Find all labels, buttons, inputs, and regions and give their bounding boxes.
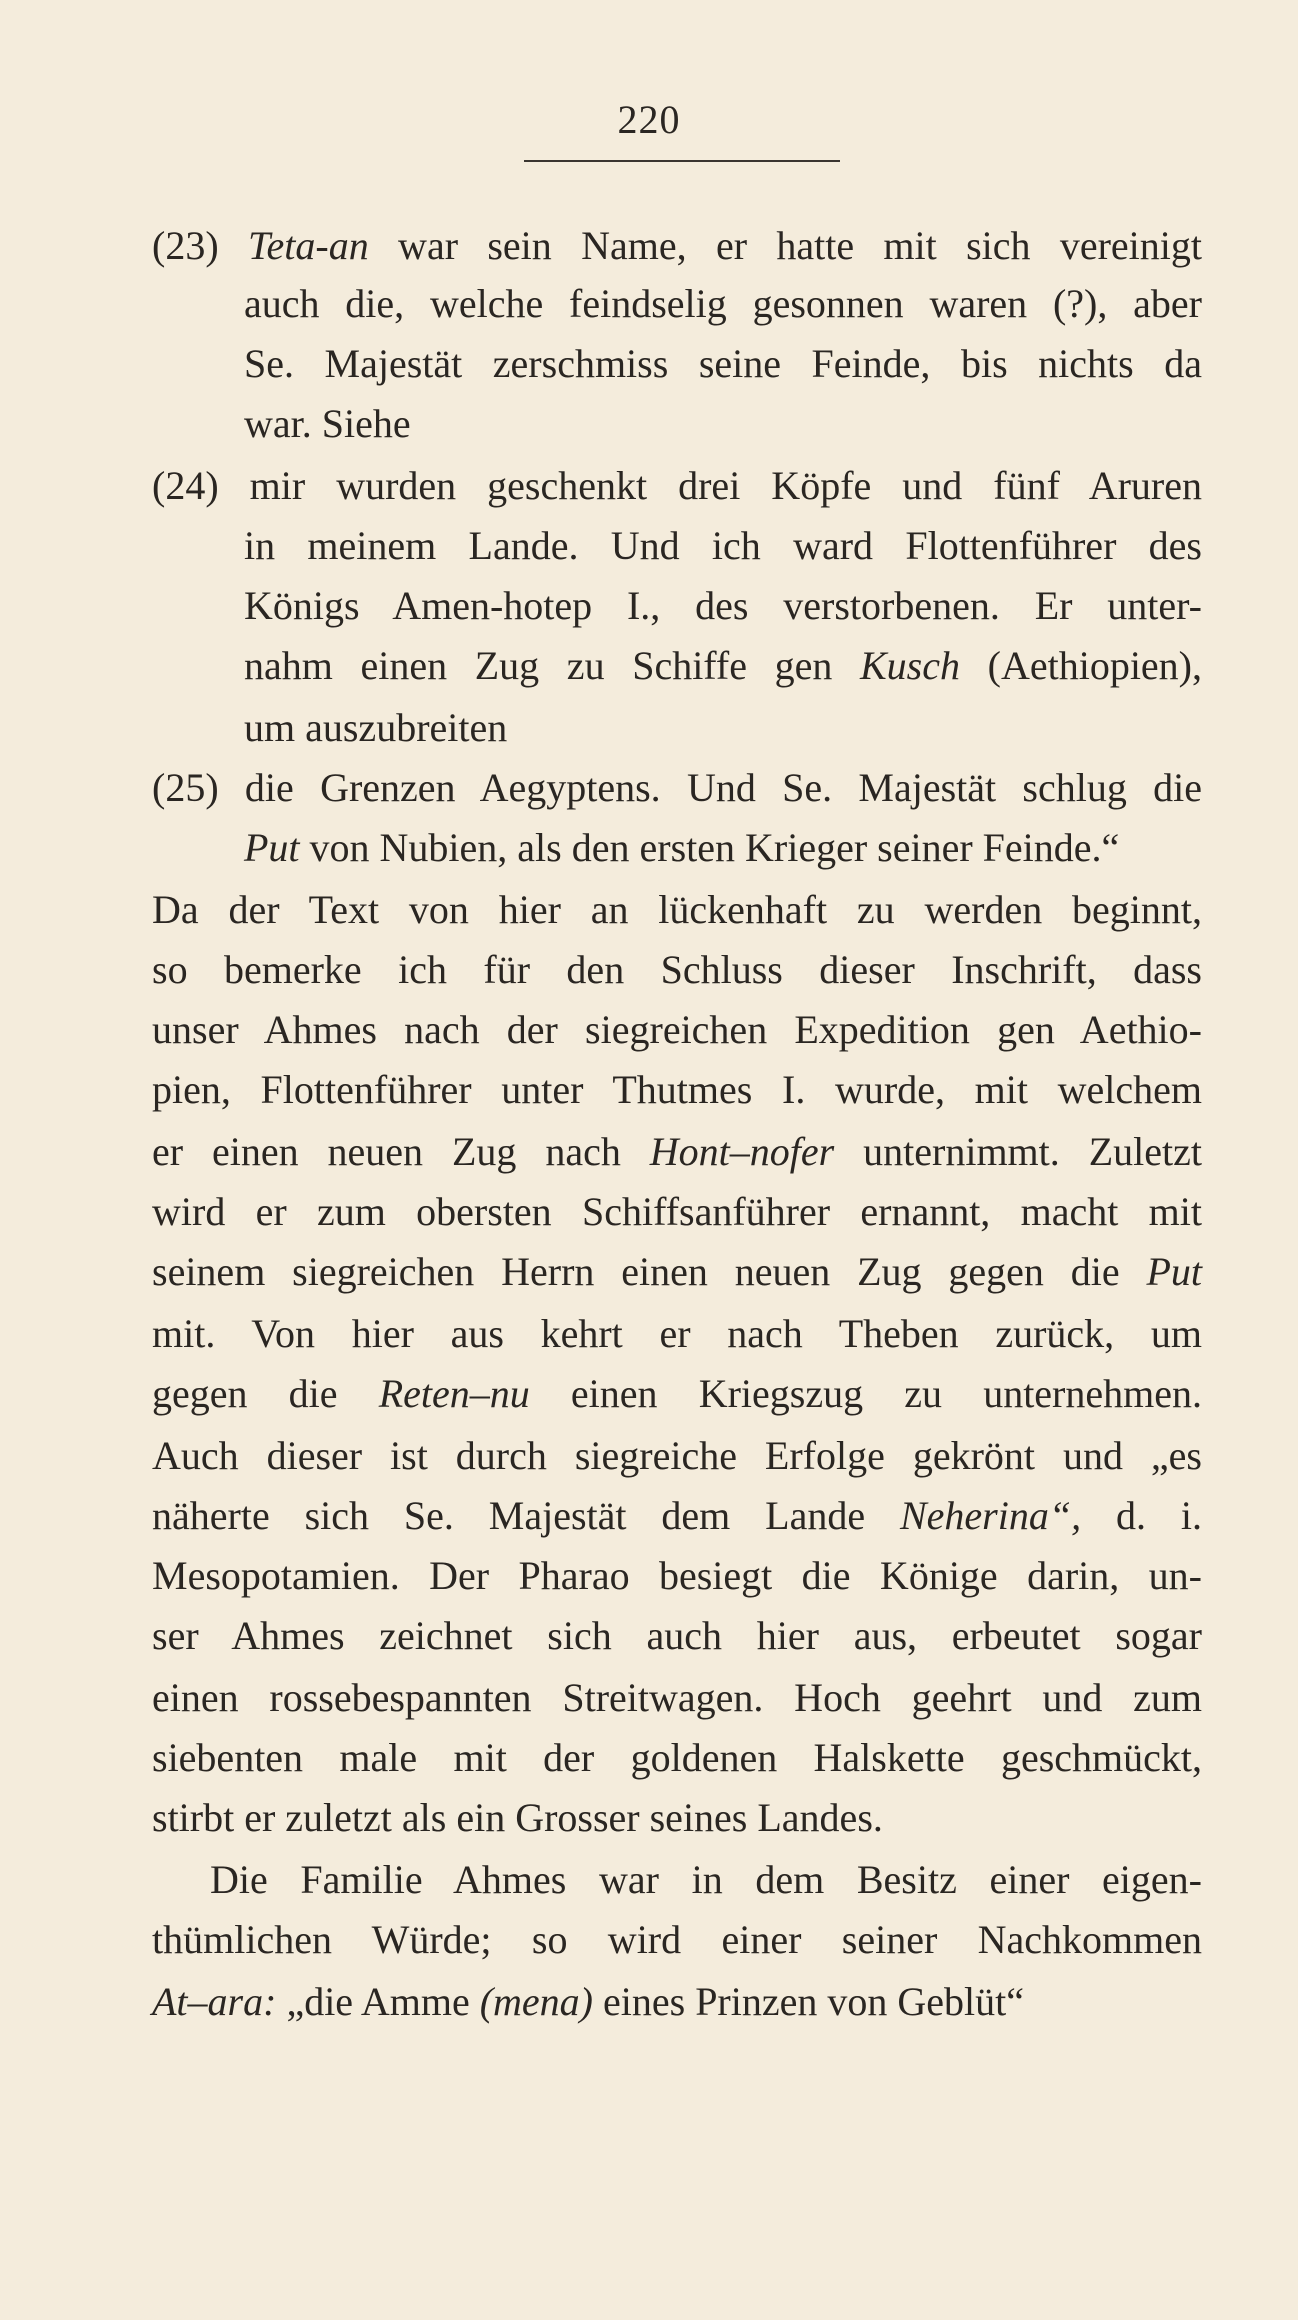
text-span: siebenten male mit der goldenen Halskette geschmückt, xyxy=(152,1735,1202,1780)
italic-term: Reten–nu xyxy=(378,1371,530,1416)
text-span: (24) mir wurden geschenkt drei Köpfe und fünf Aruren xyxy=(152,463,1202,508)
italic-term: Teta-an xyxy=(247,223,369,268)
text-line xyxy=(152,1182,1202,1242)
text-span: um auszubreiten xyxy=(244,705,508,750)
text-span: wird er zum obersten Schiffsanführer ernannt, macht mit xyxy=(152,1189,1202,1234)
text-line xyxy=(152,1364,1202,1424)
italic-term: Put xyxy=(1146,1249,1202,1294)
text-span: war sein Name, er hatte mit sich vereinigt xyxy=(368,223,1202,268)
text-span: nahm einen Zug zu Schiffe gen xyxy=(244,643,860,688)
text-span: Da der Text von hier an lückenhaft zu werden beginnt, xyxy=(152,887,1202,932)
text-span: unternimmt. Zuletzt xyxy=(834,1129,1202,1174)
text-line xyxy=(152,1426,1202,1486)
text-span: war. Siehe xyxy=(244,401,411,446)
text-line xyxy=(152,1242,1202,1302)
text-line xyxy=(152,1000,1202,1060)
text-span: seinem siegreichen Herrn einen neuen Zug gegen die xyxy=(152,1249,1147,1294)
text-line xyxy=(152,456,1202,516)
text-line xyxy=(244,516,1202,576)
text-span: auch die, welche feindselig gesonnen waren (?), aber xyxy=(244,281,1202,326)
text-line xyxy=(152,1122,1202,1182)
italic-term: Put xyxy=(244,825,300,870)
text-span: (Aethiopien), xyxy=(960,643,1203,688)
text-line xyxy=(210,1850,1202,1910)
text-span: von Nubien, als den ersten Krieger seiner Feinde.“ xyxy=(299,825,1120,870)
text-span: Die Familie Ahmes war in dem Besitz einer eigen- xyxy=(210,1857,1202,1902)
text-line xyxy=(244,394,1202,454)
text-line xyxy=(152,216,1202,276)
italic-term: Hont–nofer xyxy=(649,1129,835,1174)
text-span: Se. Majestät zerschmiss seine Feinde, bis nichts da xyxy=(244,341,1202,386)
text-span: einen Kriegszug zu unternehmen. xyxy=(529,1371,1202,1416)
text-line xyxy=(152,1486,1202,1546)
text-span: „die Amme xyxy=(276,1979,480,2024)
italic-term: (mena) xyxy=(479,1979,593,2024)
text-span: stirbt er zuletzt als ein Grosser seines Landes. xyxy=(152,1795,883,1840)
text-line xyxy=(152,1606,1202,1666)
text-span: einen rossebespannten Streitwagen. Hoch geehrt und zum xyxy=(152,1675,1202,1720)
text-span: ser Ahmes zeichnet sich auch hier aus, erbeutet sogar xyxy=(152,1613,1202,1658)
text-span: eines Prinzen von Geblüt“ xyxy=(593,1979,1024,2024)
text-line xyxy=(152,1910,1202,1970)
text-span: gegen die xyxy=(152,1371,379,1416)
text-span: pien, Flottenführer unter Thutmes I. wurde, mit welchem xyxy=(152,1067,1202,1112)
text-span: Königs Amen-hotep I., des verstorbenen. Er unter- xyxy=(244,583,1202,628)
text-line xyxy=(244,698,1202,758)
text-line xyxy=(152,880,1202,940)
text-line xyxy=(244,334,1202,394)
text-span: näherte sich Se. Majestät dem Lande xyxy=(152,1493,900,1538)
text-line xyxy=(152,1304,1202,1364)
text-line xyxy=(152,1728,1202,1788)
text-span: er einen neuen Zug nach xyxy=(152,1129,650,1174)
text-line xyxy=(152,1060,1202,1120)
page-number: 220 xyxy=(617,97,681,142)
text-span: unser Ahmes nach der siegreichen Expedition gen Aethio- xyxy=(152,1007,1202,1052)
italic-term: At–ara: xyxy=(152,1979,277,2024)
text-span: (25) die Grenzen Aegyptens. Und Se. Majestät schlug die xyxy=(152,765,1202,810)
text-line xyxy=(152,1668,1202,1728)
text-line xyxy=(152,758,1202,818)
text-span: so bemerke ich für den Schluss dieser Inschrift, dass xyxy=(152,947,1202,992)
italic-term: Neherina“, xyxy=(899,1493,1082,1538)
text-line xyxy=(244,274,1202,334)
text-line xyxy=(152,940,1202,1000)
text-line xyxy=(244,636,1202,696)
text-line xyxy=(152,1546,1202,1606)
text-span: in meinem Lande. Und ich ward Flottenführer des xyxy=(244,523,1202,568)
text-span: (23) xyxy=(152,223,248,268)
text-span: Mesopotamien. Der Pharao besiegt die Könige darin, un- xyxy=(152,1553,1202,1598)
text-line xyxy=(244,576,1202,636)
header-rule xyxy=(524,160,840,162)
text-span: mit. Von hier aus kehrt er nach Theben zurück, um xyxy=(152,1311,1202,1356)
text-line xyxy=(152,1972,1202,2032)
italic-term: Kusch xyxy=(860,643,960,688)
text-line xyxy=(244,818,1202,878)
text-span: d. i. xyxy=(1081,1493,1202,1538)
text-span: thümlichen Würde; so wird einer seiner Nachkommen xyxy=(152,1917,1202,1962)
text-span: Auch dieser ist durch siegreiche Erfolge gekrönt und „es xyxy=(152,1433,1202,1478)
text-line xyxy=(152,1788,1202,1848)
